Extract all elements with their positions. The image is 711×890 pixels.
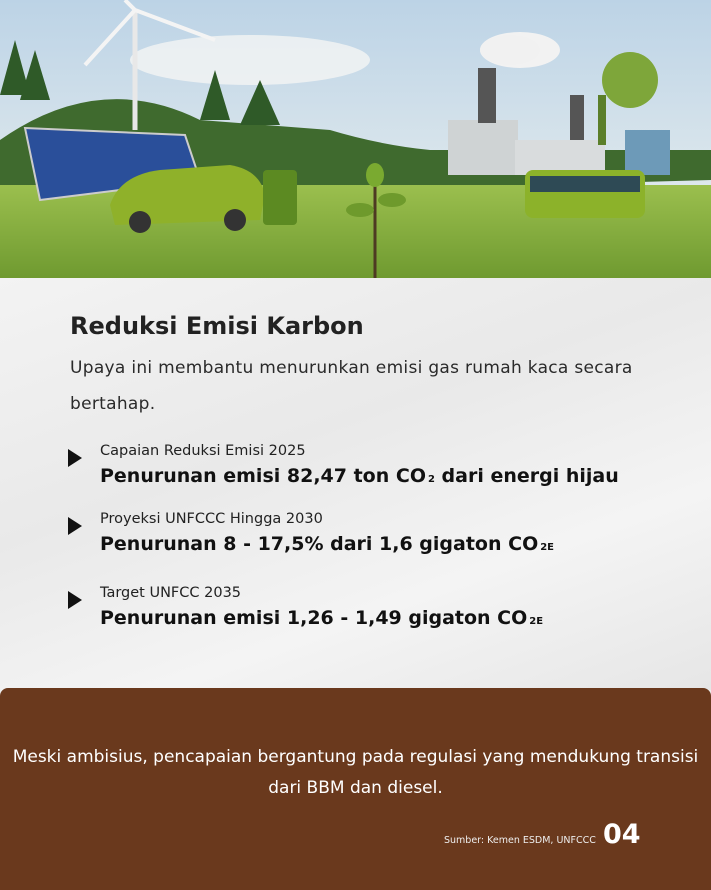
triangle-bullet-icon (68, 449, 82, 467)
value-suffix: dari energi hijau (434, 465, 619, 487)
item-label: Proyeksi UNFCCC Hingga 2030 (100, 511, 323, 527)
triangle-bullet-icon (68, 591, 82, 609)
value-text: Penurunan emisi 1,26 - 1,49 gigaton CO (100, 607, 528, 629)
value-subscript: 2E (529, 616, 544, 627)
item-value (100, 533, 554, 555)
page-number: 04 (603, 819, 641, 850)
value-subscript: 2E (540, 542, 555, 553)
value-subscript: 2 (427, 474, 435, 485)
page-title: Reduksi Emisi Karbon (70, 312, 364, 340)
item-label: Capaian Reduksi Emisi 2025 (100, 443, 306, 459)
item-value (100, 465, 619, 487)
source-note: Sumber: Kemen ESDM, UNFCCC (444, 835, 596, 846)
value-text: Penurunan 8 - 17,5% dari 1,6 gigaton CO (100, 533, 539, 555)
footer-panel (0, 688, 711, 890)
footer-message: Meski ambisius, pencapaian bergantung pada regulasi yang mendukung transisi dari BBM dan diesel. (12, 747, 699, 798)
item-value (100, 607, 543, 629)
triangle-bullet-icon (68, 517, 82, 535)
green-energy-landscape-image (0, 0, 711, 278)
page-subtitle: Upaya ini membantu menurunkan emisi gas rumah kaca secara bertahap. (70, 358, 633, 414)
hero-illustration (0, 0, 711, 278)
item-label: Target UNFCC 2035 (100, 585, 242, 601)
value-text: Penurunan emisi 82,47 ton CO (100, 465, 426, 487)
